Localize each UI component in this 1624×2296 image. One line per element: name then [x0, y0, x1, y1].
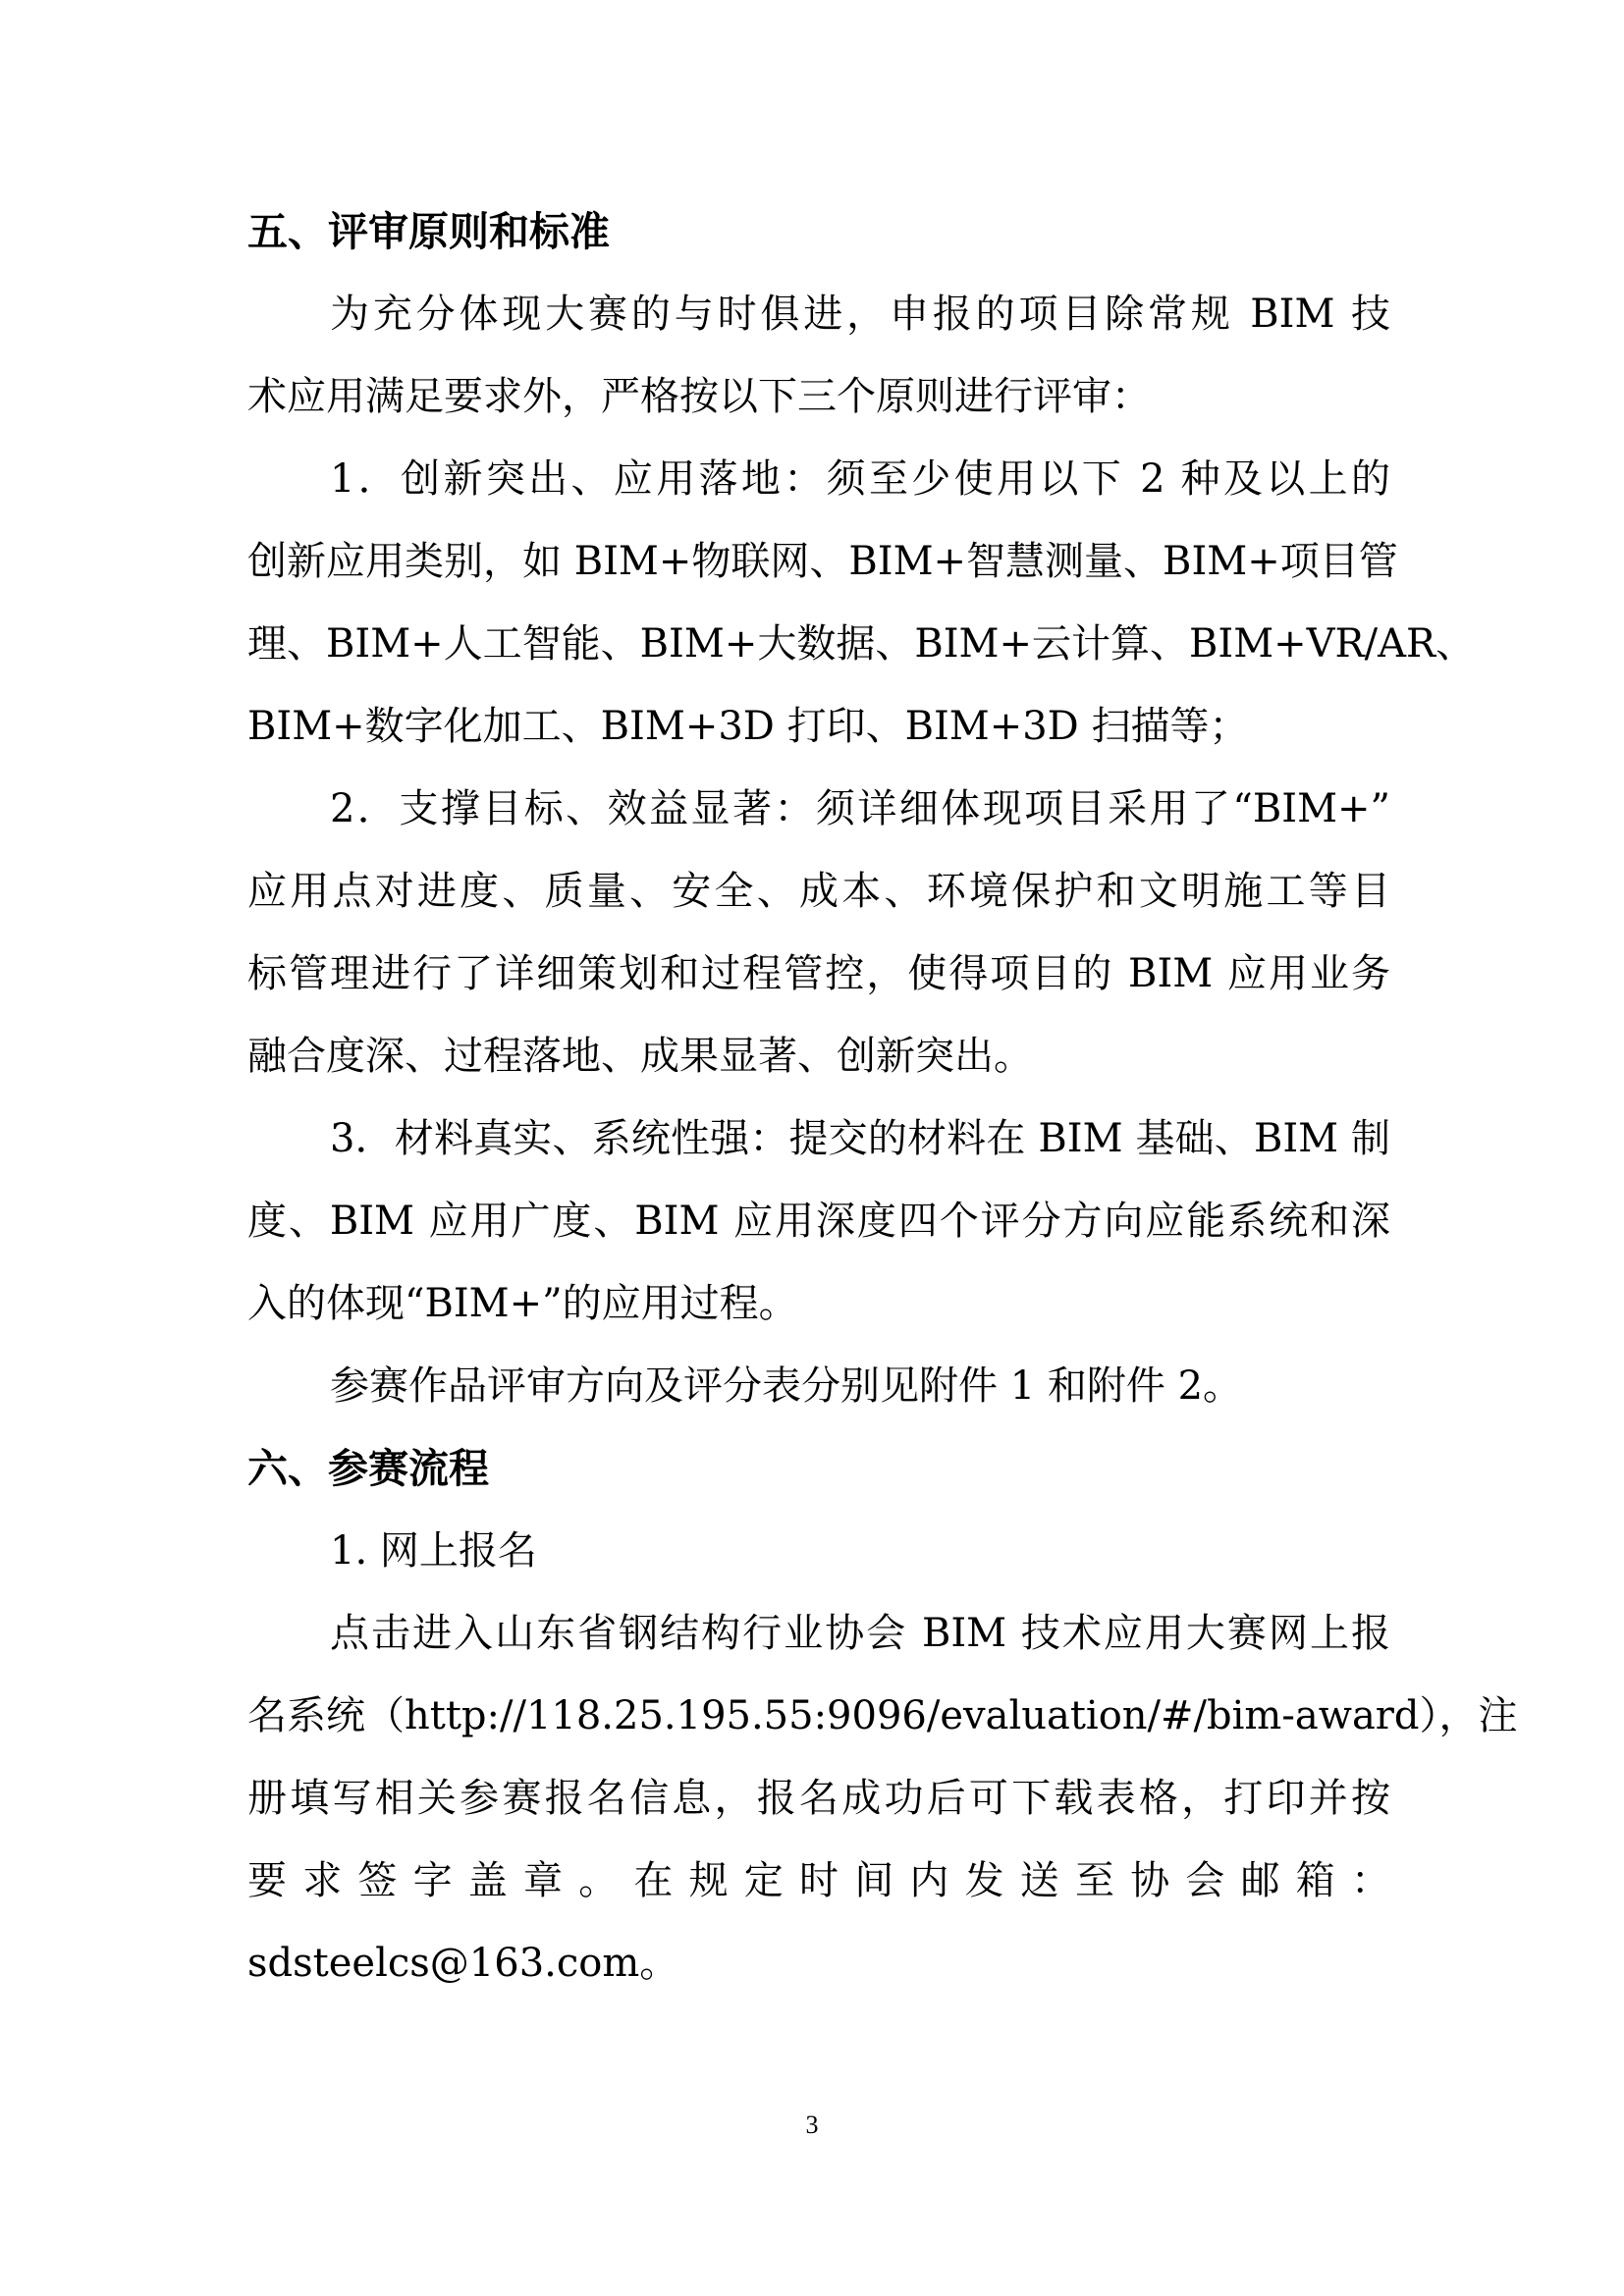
- principle-3-line-2: 度、BIM 应用广度、BIM 应用深度四个评分方向应能系统和深: [247, 1199, 1390, 1244]
- intro-line-1: 为充分体现大赛的与时俱进，申报的项目除常规 BIM 技: [330, 292, 1390, 337]
- registration-email: sdsteelcs@163.com。: [247, 1941, 679, 1986]
- registration-line-1: 点击进入山东省钢结构行业协会 BIM 技术应用大赛网上报: [330, 1611, 1390, 1656]
- principle-2-line-4: 融合度深、过程落地、成果显著、创新突出。: [247, 1034, 1033, 1079]
- step-1-title: 1. 网上报名: [330, 1528, 537, 1574]
- principle-1-line-3: 理、BIM+人工智能、BIM+大数据、BIM+云计算、BIM+VR/AR、: [247, 621, 1476, 667]
- registration-line-2: 名系统（http://118.25.195.55:9096/evaluation/#/bim-award），注: [247, 1693, 1518, 1738]
- intro-line-2: 术应用满足要求外，严格按以下三个原则进行评审：: [247, 374, 1151, 419]
- principle-3-line-3: 入的体现“BIM+”的应用过程。: [247, 1281, 798, 1326]
- principle-2-line-3: 标管理进行了详细策划和过程管控，使得项目的 BIM 应用业务: [247, 951, 1390, 996]
- principle-1-line-4: BIM+数字化加工、BIM+3D 打印、BIM+3D 扫描等；: [247, 704, 1249, 749]
- section-heading-review-principles: 五、评审原则和标准: [247, 208, 610, 255]
- section-heading-participation-process: 六、参赛流程: [247, 1445, 489, 1492]
- principle-2-line-2: 应用点对进度、质量、安全、成本、环境保护和文明施工等目: [247, 869, 1390, 914]
- annex-reference: 参赛作品评审方向及评分表分别见附件 1 和附件 2。: [330, 1363, 1243, 1409]
- principle-2-line-1: 2．支撑目标、效益显著：须详细体现项目采用了“BIM+”: [330, 786, 1390, 831]
- principle-1-line-1: 1．创新突出、应用落地：须至少使用以下 2 种及以上的: [330, 456, 1390, 502]
- page-number: 3: [805, 2110, 819, 2139]
- principle-1-line-2: 创新应用类别，如 BIM+物联网、BIM+智慧测量、BIM+项目管: [247, 539, 1398, 584]
- registration-line-4: 要 求 签 字 盖 章 。 在 规 定 时 间 内 发 送 至 协 会 邮 箱 ：: [247, 1858, 1390, 1903]
- principle-3-line-1: 3．材料真实、系统性强：提交的材料在 BIM 基础、BIM 制: [330, 1116, 1390, 1161]
- registration-line-3: 册填写相关参赛报名信息，报名成功后可下载表格，打印并按: [247, 1776, 1390, 1821]
